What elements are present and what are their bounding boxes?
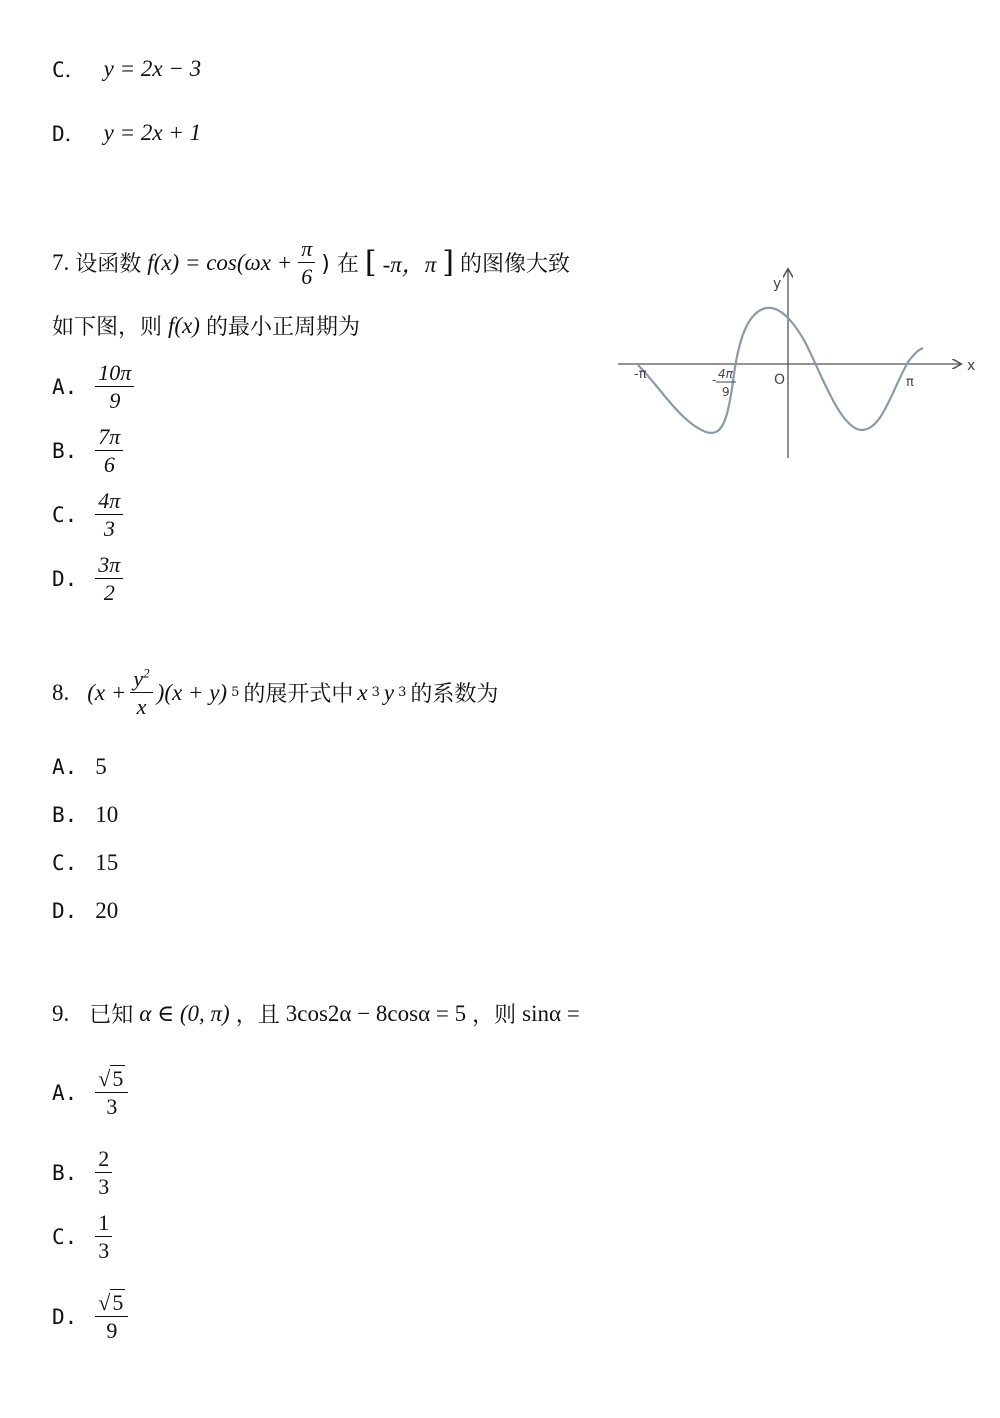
- option-value: 10: [95, 802, 119, 827]
- fraction-numerator: [95, 1290, 128, 1317]
- zero-label-numerator: 4π: [718, 367, 733, 381]
- origin-label: O: [774, 372, 786, 388]
- interval: -π，π: [382, 252, 437, 278]
- stem-text: 的系数为: [410, 682, 499, 708]
- fraction-denominator: x: [136, 694, 147, 720]
- q8-stem: [52, 666, 498, 720]
- phase-fraction: [298, 236, 315, 290]
- stem-text: 的图像大致: [460, 252, 571, 278]
- expr-mid: )(x + y): [156, 679, 228, 705]
- term-y: y: [383, 679, 395, 705]
- stem-text: ) 在: [321, 252, 359, 278]
- condition: α ∈ (0, π): [139, 1000, 230, 1026]
- fraction-denominator: 9: [109, 388, 121, 414]
- q9-option-c: [52, 1210, 112, 1264]
- q7-option-c: [52, 488, 123, 542]
- equation: 3cos2α − 8cosα = 5: [285, 1000, 467, 1026]
- fraction-numerator: 10π: [95, 360, 134, 387]
- left-bracket: [: [364, 245, 377, 281]
- fraction-denominator: 3: [103, 516, 115, 542]
- q7-stem-line2: [52, 310, 360, 341]
- function-expr: f(x): [168, 312, 200, 338]
- fraction-numerator: π: [298, 236, 315, 263]
- fraction-denominator: 6: [103, 452, 115, 478]
- stem-text: ，则: [472, 1003, 517, 1028]
- option-text: y = 2x − 3: [103, 56, 202, 81]
- fraction-numerator: 3π: [95, 552, 123, 579]
- option-fraction: [95, 1290, 128, 1344]
- q7-option-b: [52, 424, 123, 478]
- fraction-numerator: 7π: [95, 424, 123, 451]
- option-fraction: [95, 1210, 112, 1264]
- fraction-denominator: 3: [98, 1174, 110, 1200]
- question-number: 7.: [52, 249, 70, 275]
- stem-text: 如下图，则: [52, 315, 163, 340]
- option-label: C.: [52, 851, 78, 875]
- exponent: 2: [143, 665, 150, 681]
- fraction-denominator: 3: [106, 1094, 118, 1120]
- ask-expr: sinα =: [522, 1000, 580, 1026]
- option-label: D.: [52, 566, 78, 591]
- fraction-numerator: 4π: [95, 488, 123, 515]
- option-label: C．: [52, 58, 86, 82]
- exponent: 3: [371, 685, 380, 701]
- function-expr: f(x) = cos(ωx +: [147, 249, 293, 275]
- q6-option-c: [52, 54, 201, 84]
- option-value: 5: [95, 754, 107, 779]
- question-number: 9.: [52, 1000, 70, 1026]
- option-label: D.: [52, 1304, 78, 1329]
- exponent: 5: [231, 685, 240, 701]
- fraction-numerator: [95, 1066, 128, 1093]
- exponent: 3: [398, 685, 407, 701]
- q7-option-a: [52, 360, 134, 414]
- sqrt-sign: √5: [98, 1290, 124, 1315]
- option-value: 15: [95, 850, 119, 875]
- y-axis-label: y: [773, 276, 782, 292]
- option-label: C.: [52, 502, 78, 527]
- option-fraction: [95, 360, 134, 414]
- q7-option-d: [52, 552, 123, 606]
- option-fraction: [95, 488, 123, 542]
- question-number: 8.: [52, 679, 70, 705]
- option-label: B.: [52, 438, 78, 463]
- q8-option-b: [52, 802, 118, 828]
- fraction-numerator: 1: [95, 1210, 112, 1237]
- expr-left: (x +: [87, 679, 127, 705]
- q9-option-a: [52, 1066, 128, 1120]
- right-bracket: ]: [442, 245, 455, 281]
- option-fraction: [95, 424, 123, 478]
- option-label: D.: [52, 899, 78, 923]
- stem-text: 的最小正周期为: [205, 315, 360, 340]
- sqrt-sign: √5: [98, 1066, 124, 1091]
- fraction-denominator: 9: [106, 1318, 118, 1344]
- option-label: B.: [52, 1160, 78, 1185]
- q6-option-d: [52, 118, 201, 148]
- option-text: y = 2x + 1: [103, 120, 202, 145]
- fraction-denominator: 6: [301, 264, 313, 290]
- stem-text: 已知: [89, 1003, 134, 1028]
- stem-text: 的展开式中: [243, 682, 354, 708]
- q9-option-b: [52, 1146, 112, 1200]
- option-label: A.: [52, 755, 78, 779]
- option-label: B.: [52, 803, 78, 827]
- q9-stem: [52, 998, 580, 1029]
- option-label: C.: [52, 1224, 78, 1249]
- option-fraction: [95, 552, 123, 606]
- option-fraction: [95, 1066, 128, 1120]
- option-label: A.: [52, 1080, 78, 1105]
- option-value: 20: [95, 898, 119, 923]
- function-curve: [638, 308, 923, 433]
- stem-text: ，且: [235, 1003, 280, 1028]
- zero-label-sign: -: [712, 373, 717, 387]
- expr-fraction: [130, 666, 152, 720]
- option-fraction: [95, 1146, 112, 1200]
- q8-option-a: [52, 754, 107, 780]
- q9-option-d: [52, 1290, 128, 1344]
- fraction-numerator: $y^2$: [130, 666, 152, 693]
- option-label: D．: [52, 122, 86, 146]
- x-axis-label: x: [967, 358, 976, 374]
- stem-text: 设函数: [75, 252, 142, 278]
- q8-option-c: [52, 850, 118, 876]
- option-label: A.: [52, 374, 78, 399]
- left-bound-label: -π: [634, 367, 647, 382]
- right-bound-label: π: [906, 375, 914, 390]
- cosine-graph: [610, 262, 990, 462]
- fraction-denominator: 2: [103, 580, 115, 606]
- q8-option-d: [52, 898, 118, 924]
- zero-label-denominator: 9: [722, 385, 730, 399]
- fraction-denominator: 3: [98, 1238, 110, 1264]
- fraction-numerator: 2: [95, 1146, 112, 1173]
- term-x: x: [357, 679, 368, 705]
- q7-stem-line1: [52, 236, 570, 290]
